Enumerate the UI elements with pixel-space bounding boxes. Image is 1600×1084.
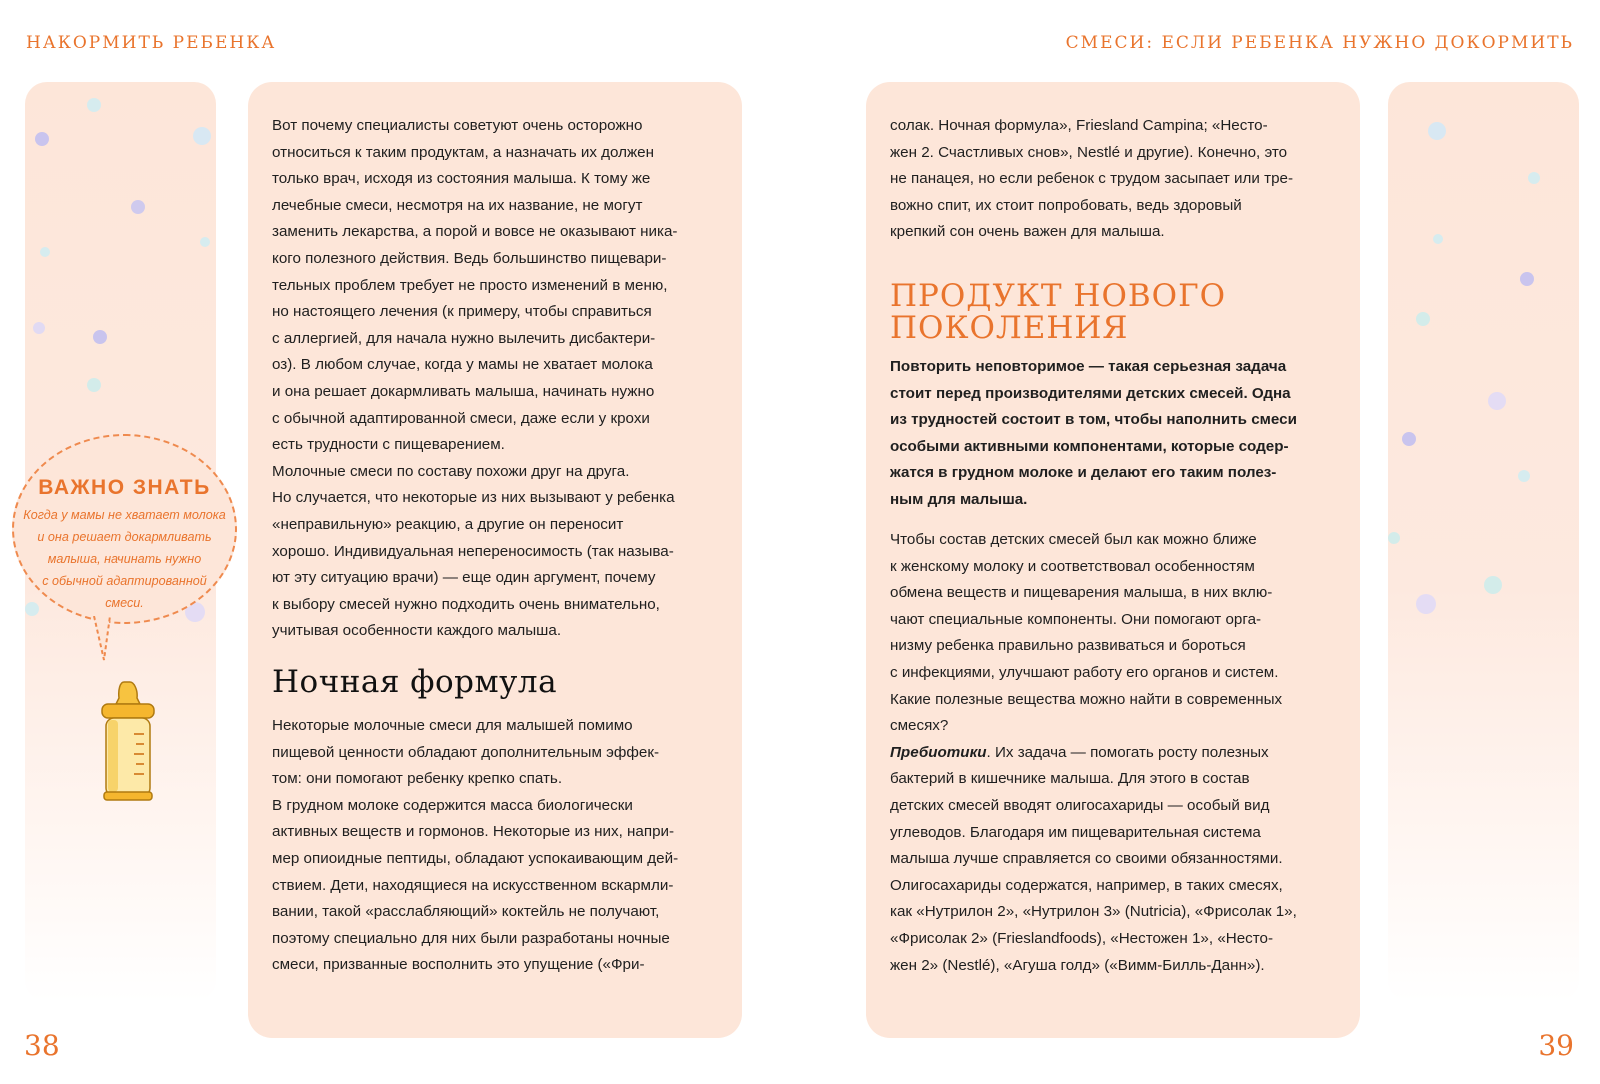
decor-dot (93, 330, 107, 344)
text-line: жен 2» (Nestlé), «Агуша голд» («Вимм-Билль-Данн»). (890, 956, 1265, 974)
decor-dot (200, 237, 210, 247)
text-line: поэтому специально для них были разработаны ночные (272, 929, 670, 947)
text-line: Повторить неповторимое — такая серьезная задача (890, 358, 1287, 375)
text-line: вании, такой «расслабляющий» коктейль не получают, (272, 903, 660, 921)
text-line: ют эту ситуацию врачи) — еще один аргумент, почему (272, 569, 656, 587)
text-line: жен 2. Счастливых снов», Nestlé и другие). Конечно, это (890, 143, 1288, 161)
text-line: но настоящего лечения (к примеру, чтобы справиться (272, 303, 652, 321)
text-line: смесях? (890, 717, 949, 735)
callout-text (22, 504, 227, 614)
text-line: бактерий в кишечнике малыша. Для этого в состав (890, 770, 1250, 788)
decor-dot (35, 132, 49, 146)
right-decor-strip (1388, 82, 1579, 1002)
right-lead-text (890, 354, 1350, 514)
callout-line: с обычной адаптированной (42, 574, 207, 588)
page-number-right: 39 (1538, 1029, 1574, 1062)
text-line: есть трудности с пищеварением. (272, 436, 505, 454)
text-line: Какие полезные вещества можно найти в современных (890, 690, 1283, 708)
decor-dot (1416, 594, 1436, 614)
text-line: «неправильную» реакцию, а другие он переносит (272, 515, 624, 533)
left-intro-text (272, 113, 732, 645)
text-line: Чтобы состав детских смесей был как можно ближе (890, 531, 1257, 548)
text-line: чают специальные компоненты. Они помогают орга- (890, 610, 1262, 628)
section-heading-new-generation (890, 280, 1226, 344)
text-line: и она решает докармливать малыша, начинать нужно (272, 382, 655, 400)
decor-dot (193, 127, 211, 145)
text-line: с инфекциями, улучшают работу его органов и систем. (890, 663, 1279, 681)
decor-dot (1488, 392, 1506, 410)
text-line: тельных проблем требует не просто изменений в меню, (272, 276, 668, 294)
text-line: заменить лекарства, а порой и вовсе не оказывают ника- (272, 223, 678, 241)
text-line: относиться к таким продуктам, а назначать их должен (272, 143, 654, 161)
text-line: крепкий сон очень важен для малыша. (890, 223, 1165, 241)
decor-dot (1520, 272, 1534, 286)
text-line: Молочные смеси по составу похожи друг на друга. (272, 462, 630, 480)
text-line: низму ребенка правильно развиваться и бороться (890, 637, 1246, 655)
text-line: Олигосахариды содержатся, например, в таких смесях, (890, 876, 1283, 894)
text-line: особыми активными компонентами, которые содер- (890, 437, 1289, 455)
decor-dot (1388, 532, 1400, 544)
text-line: к женскому молоку и соответствовал особенностям (890, 557, 1255, 575)
baby-bottle-icon (94, 680, 162, 802)
text-line: хорошо. Индивидуальная непереносимость (так называ- (272, 542, 674, 560)
heading-line: ПОКОЛЕНИЯ (890, 310, 1129, 346)
running-head-left: НАКОРМИТЬ РЕБЕНКА (26, 33, 277, 53)
decor-dot (33, 322, 45, 334)
prebiotics-term: Пребиотики (890, 743, 987, 761)
text-line: Но случается, что некоторые из них вызывают у ребенка (272, 489, 675, 507)
callout-title: ВАЖНО ЗНАТЬ (38, 476, 211, 499)
decor-dot (87, 98, 101, 112)
callout-line: смеси. (105, 596, 144, 610)
text-line: как «Нутрилон 2», «Нутрилон 3» (Nutricia), «Фрисолак 1», (890, 903, 1297, 921)
text-line: активных веществ и гормонов. Некоторые из них, напри- (272, 823, 675, 841)
decor-dot (1402, 432, 1416, 446)
text-line: ствием. Дети, находящиеся на искусственном вскармли- (272, 876, 674, 894)
text-line: пищевой ценности обладают дополнительным эффек- (272, 743, 660, 761)
text-line: лечебные смеси, несмотря на их название, не могут (272, 196, 643, 214)
text-line: смеси, призванные восполнить это упущение («Фри- (272, 956, 645, 974)
running-head-right: СМЕСИ: ЕСЛИ РЕБЕНКА НУЖНО ДОКОРМИТЬ (1065, 33, 1574, 53)
text-line: обмена веществ и пищеварения малыша, в них вклю- (890, 584, 1273, 602)
section-heading-night-formula: Ночная формула (272, 664, 558, 700)
prebiotics-line (890, 740, 1350, 767)
text-line: оз). В любом случае, когда у мамы не хватает молока (272, 356, 653, 374)
text-line: Вот почему специалисты советуют очень осторожно (272, 117, 643, 134)
text-line: с обычной адаптированной смеси, даже если у крохи (272, 409, 650, 427)
decor-dot (1428, 122, 1446, 140)
decor-dot (1528, 172, 1540, 184)
text-line: к выбору смесей нужно подходить очень внимательно, (272, 595, 660, 613)
left-section-text (272, 713, 732, 979)
heading-line: ПРОДУКТ НОВОГО (890, 278, 1227, 314)
text-line: не панацея, но если ребенок с трудом засыпает или тре- (890, 170, 1294, 188)
text-line: малыша лучше справляется со своими обязанностями. (890, 850, 1283, 868)
text-line: с аллергией, для начала нужно вылечить дисбактери- (272, 329, 656, 347)
right-body-text (890, 527, 1350, 979)
text-line: Некоторые молочные смеси для малышей помимо (272, 717, 633, 734)
decor-dot (87, 378, 101, 392)
decor-dot (1433, 234, 1443, 244)
text-line: вожно спит, их стоит попробовать, ведь здоровый (890, 196, 1242, 214)
callout-bubble-tail (92, 616, 112, 662)
text-line: мер опиоидные пептиды, обладают успокаивающим дей- (272, 849, 679, 867)
decor-dot (1416, 312, 1430, 326)
text-line: кого полезного действия. Ведь большинство пищевари- (272, 249, 667, 267)
text-line: только врач, исходя из состояния малыша. К тому же (272, 170, 651, 188)
prebiotics-first-line-rest: . Их задача — помогать росту полезных (986, 743, 1269, 761)
callout-line: малыша, начинать нужно (47, 552, 202, 566)
text-line: стоит перед производителями детских смесей. Одна (890, 384, 1291, 402)
decor-dot (40, 247, 50, 257)
callout-line: Когда у мамы не хватает молока (23, 508, 226, 522)
text-line: жатся в грудном молоке и делают его таким полез- (890, 464, 1277, 482)
text-line: том: они помогают ребенку крепко спать. (272, 770, 563, 788)
text-line: из трудностей состоит в том, чтобы наполнить смеси (890, 411, 1297, 429)
decor-dot (1484, 576, 1502, 594)
text-line: ным для малыша. (890, 490, 1028, 508)
text-line: углеводов. Благодаря им пищеварительная система (890, 823, 1261, 841)
decor-dot (131, 200, 145, 214)
text-line: В грудном молоке содержится масса биологически (272, 796, 633, 814)
text-line: «Фрисолак 2» (Frieslandfoods), «Нестожен 1», «Несто- (890, 929, 1274, 947)
text-line: солак. Ночная формула», Friesland Campina; «Несто- (890, 117, 1268, 134)
page-number-left: 38 (24, 1029, 60, 1062)
text-line: детских смесей вводят олигосахариды — особый вид (890, 796, 1270, 814)
callout-line: и она решает докармливать (37, 530, 212, 544)
right-continuation-text (890, 113, 1350, 246)
decor-dot (1518, 470, 1530, 482)
text-line: учитывая особенности каждого малыша. (272, 622, 562, 640)
